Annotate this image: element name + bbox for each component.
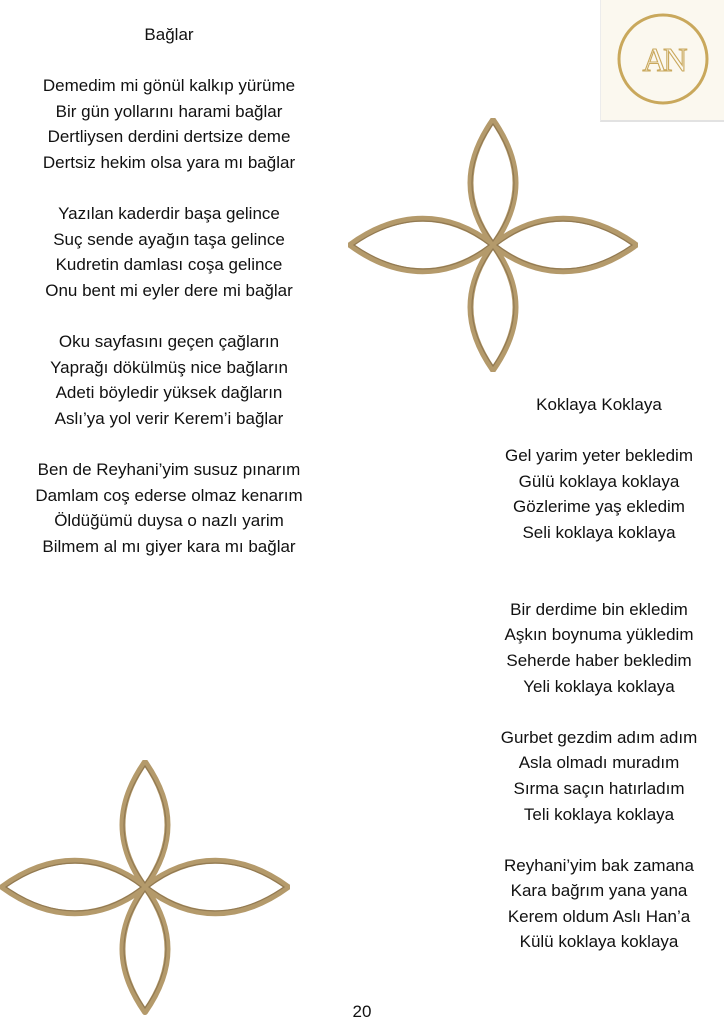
poem-line: Reyhani’yim bak zamana [504,855,694,875]
poem-title: Bağlar [144,25,194,44]
poem-line: Kudretin damlası coşa gelince [55,255,283,275]
stanza-3 [476,725,722,827]
poem-line: Külü koklaya koklaya [519,932,679,952]
poem-line: Sırma saçın hatırladım [513,778,685,798]
page-number: 20 [352,1002,372,1021]
poem-line: Gel yarim yeter bekledim [504,446,693,466]
poem-line: Teli koklaya koklaya [523,804,675,824]
logo-panel [600,0,724,122]
four-petal-ornament-icon [0,760,290,1016]
stanza-2 [476,597,722,699]
stanza-4 [476,853,722,955]
poem-line: Gurbet gezdim adım adım [500,727,698,747]
stanza-1 [14,73,324,175]
poem-line: Seli koklaya koklaya [522,522,676,542]
an-monogram-logo [615,11,711,107]
poem-line: Kerem oldum Aslı Han’a [507,906,691,926]
poem-line: Dertliysen derdini dertsize deme [47,127,291,147]
poem-line: Asla olmadı muradım [518,753,680,773]
stanza-1 [476,443,722,545]
poem-line: Seherde haber bekledim [506,650,692,670]
poem-line: Damlam coş ederse olmaz kenarım [35,485,303,505]
poem-line: Demedim mi gönül kalkıp yürüme [42,76,296,96]
poem-line: Bir derdime bin ekledim [510,599,688,619]
poem-line: Aşkın boynuma yükledim [504,625,694,645]
poem-line: Yeli koklaya koklaya [523,676,675,696]
poem-line: Onu bent mi eyler dere mi bağlar [45,280,293,300]
logo-letters: AN [642,42,684,79]
poem-title: Koklaya Koklaya [536,395,662,414]
poem-line: Suç sende ayağın taşa gelince [53,229,285,249]
poem-line: Kara bağrım yana yana [510,881,688,901]
stanza-2 [14,201,324,303]
poem-line: Adeti böyledir yüksek dağların [55,383,283,403]
poem-line: Öldüğümü duysa o nazlı yarim [54,511,284,531]
poem-line: Gülü koklaya koklaya [518,471,680,491]
stanza-4 [14,457,324,559]
poem-line: Yaprağı dökülmüş nice bağların [50,357,288,377]
poem-line: Yazılan kaderdir başa gelince [58,204,280,224]
four-petal-ornament-icon [348,118,638,372]
poem-line: Aslı’ya yol verir Kerem’i bağlar [54,408,284,428]
poem-line: Gözlerime yaş ekledim [513,497,685,517]
poem-koklaya-koklaya [476,392,722,955]
poem-line: Bir gün yollarını harami bağlar [55,101,283,121]
poem-line: Ben de Reyhani’yim susuz pınarım [37,460,301,480]
poem-baglar [14,22,324,559]
poem-line: Dertsiz hekim olsa yara mı bağlar [42,152,296,172]
poem-line: Bilmem al mı giyer kara mı bağlar [42,536,296,556]
poem-line: Oku sayfasını geçen çağların [58,332,280,352]
stanza-3 [14,329,324,431]
